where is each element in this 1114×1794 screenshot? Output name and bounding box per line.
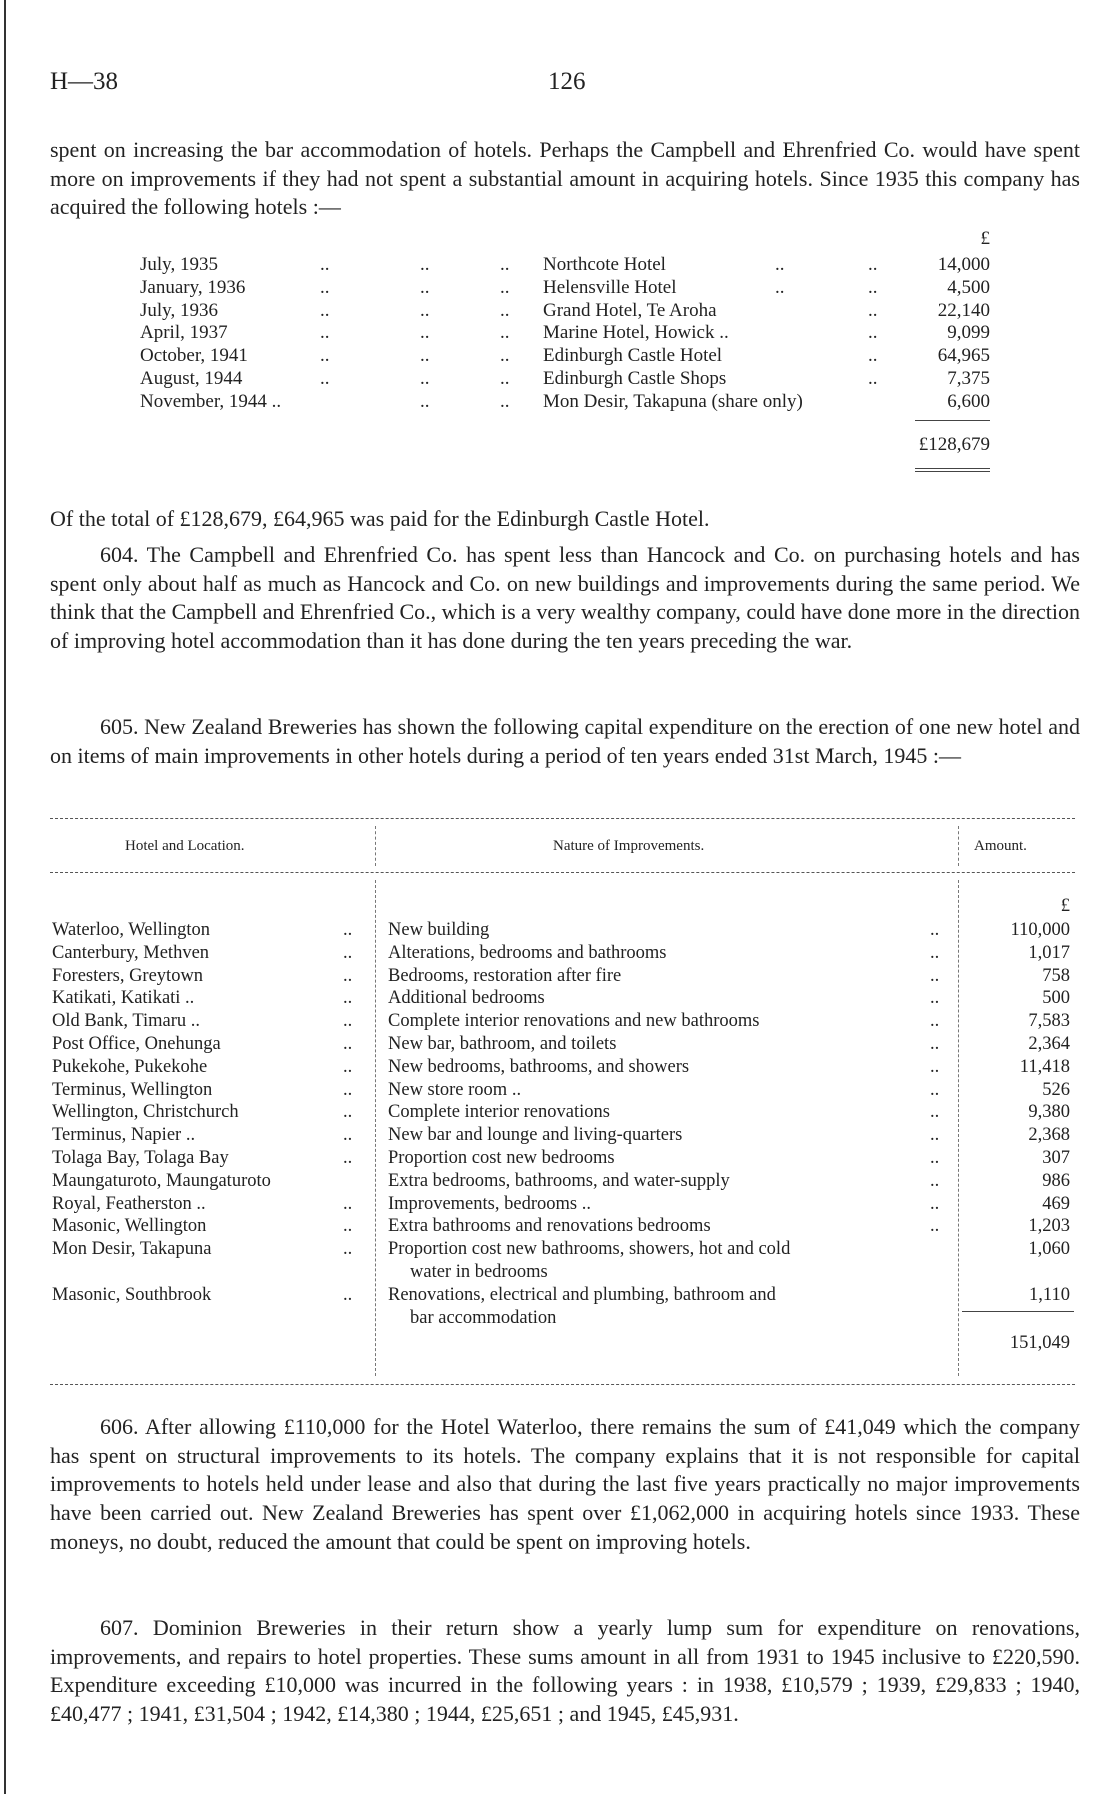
leader-dots: ..: [930, 965, 940, 986]
double-rule: [915, 468, 990, 469]
table-cell-nature: Complete interior renovations: [388, 1102, 610, 1123]
acquisition-hotel: Helensville Hotel: [543, 276, 677, 298]
acquisition-amount: 6,600: [947, 390, 990, 412]
leader-dots: ..: [930, 1216, 940, 1237]
table-cell-hotel: Foresters, Greytown: [52, 965, 204, 986]
total-rule: [915, 420, 990, 421]
acquisition-date: July, 1936: [140, 299, 218, 321]
acquisition-date: April, 1937: [140, 322, 228, 344]
leader-dots: ..: [868, 299, 878, 321]
table-cell-amount: 110,000: [1010, 920, 1070, 940]
paragraph-606: [50, 1413, 1080, 1557]
table-cell-nature: Bedrooms, restoration after fire: [388, 965, 622, 986]
currency-label: £: [1060, 896, 1070, 916]
acquisition-row: [0, 391, 1114, 414]
improvements-total: 151,049: [1009, 1333, 1070, 1353]
table-cell-hotel: Pukekohe, Pukekohe: [52, 1056, 208, 1077]
column-header-amount: Amount.: [974, 838, 1027, 854]
table-cell-amount: 986: [1042, 1170, 1070, 1191]
double-rule: [915, 471, 990, 472]
intro-paragraph: [50, 136, 1080, 222]
acquisition-amount: 4,500: [947, 276, 990, 298]
table-cell-hotel: Tolaga Bay, Tolaga Bay: [52, 1148, 229, 1168]
table-cell-hotel: Wellington, Christchurch: [52, 1102, 239, 1123]
leader-dots: ..: [343, 1011, 353, 1032]
table-header-rule: [50, 872, 1075, 873]
paragraph-605: [50, 713, 1080, 770]
leader-dots: ..: [343, 1079, 353, 1100]
leader-dots: ..: [320, 254, 330, 275]
leader-dots: ..: [930, 1193, 940, 1214]
table-cell-hotel: Katikati, Katikati ..: [52, 988, 195, 1009]
paragraph-607: [50, 1614, 1080, 1729]
leader-dots: ..: [420, 254, 430, 275]
acquisition-hotel: Edinburgh Castle Hotel: [543, 345, 723, 367]
acquisition-date: October, 1941: [140, 345, 248, 367]
column-divider: [375, 826, 377, 866]
leader-dots: ..: [500, 276, 510, 298]
table-cell-amount: 500: [1042, 988, 1070, 1009]
column-header-hotel: Hotel and Location.: [125, 838, 245, 854]
leader-dots: ..: [500, 254, 510, 275]
table-cell-nature-continued: bar accommodation: [410, 1307, 557, 1328]
leader-dots: ..: [930, 1148, 940, 1168]
table-cell-nature: Alterations, bedrooms and bathrooms: [388, 942, 667, 963]
table-cell-hotel: Waterloo, Wellington: [52, 920, 211, 940]
table-cell-hotel: Masonic, Southbrook: [52, 1284, 212, 1305]
acquisition-row: [0, 277, 1114, 300]
leader-dots: ..: [930, 1056, 940, 1077]
leader-dots: ..: [930, 1125, 940, 1146]
leader-dots: ..: [343, 1284, 353, 1305]
acquisition-row: [0, 368, 1114, 391]
leader-dots: ..: [930, 1170, 940, 1191]
document-reference: H—38: [50, 68, 119, 95]
leader-dots: ..: [930, 920, 940, 940]
acquisition-row: [0, 300, 1114, 323]
leader-dots: ..: [500, 299, 510, 321]
table-cell-nature: New store room ..: [388, 1079, 522, 1100]
table-cell-amount: 307: [1042, 1148, 1070, 1168]
table-cell-nature: New building: [388, 920, 490, 940]
acquisitions-total: £128,679: [918, 434, 990, 455]
acquisition-hotel: Edinburgh Castle Shops: [543, 368, 727, 389]
leader-dots: ..: [343, 965, 353, 986]
acquisition-date: July, 1935: [140, 254, 218, 275]
leader-dots: ..: [775, 276, 785, 298]
leader-dots: ..: [500, 345, 510, 367]
table-cell-nature: New bedrooms, bathrooms, and showers: [388, 1056, 690, 1077]
table-cell-nature: New bar and lounge and living-quarters: [388, 1125, 683, 1146]
column-divider: [958, 880, 960, 1376]
leader-dots: ..: [320, 345, 330, 367]
leader-dots: ..: [343, 1193, 353, 1214]
column-divider: [375, 880, 377, 1376]
leader-dots: ..: [343, 1034, 353, 1054]
table-top-rule: [50, 818, 1075, 819]
acquisition-hotel: Marine Hotel, Howick ..: [543, 322, 729, 344]
table-cell-hotel: Terminus, Napier ..: [52, 1125, 196, 1146]
table-cell-amount: 2,368: [1028, 1125, 1070, 1146]
leader-dots: ..: [930, 1011, 940, 1032]
leader-dots: ..: [930, 942, 940, 963]
leader-dots: ..: [420, 276, 430, 298]
leader-dots: ..: [930, 988, 940, 1009]
acquisition-row: [0, 322, 1114, 345]
paragraph-text: 604. The Campbell and Ehrenfried Co. has spent less than Hancock and Co. on purchasing hotels and has spent only about half as much as Hancock and Co. on new buildings and improvements during the same period. We think that the Campbell and Ehrenfried Co., which is a very wealthy company, could have done more in the direction of improving hotel accommodation than it has done during the ten years preceding the war.: [50, 542, 1080, 654]
table-cell-hotel: Post Office, Onehunga: [52, 1034, 221, 1054]
table-cell-amount: 9,380: [1028, 1102, 1070, 1123]
leader-dots: ..: [420, 299, 430, 321]
acquisition-amount: 7,375: [947, 368, 990, 389]
leader-dots: ..: [775, 254, 785, 275]
table-cell-hotel: Masonic, Wellington: [52, 1216, 207, 1237]
acquisition-row: [0, 345, 1114, 368]
table-cell-amount: 1,203: [1028, 1216, 1070, 1237]
leader-dots: ..: [320, 322, 330, 344]
acquisition-hotel: Grand Hotel, Te Aroha: [543, 299, 717, 321]
leader-dots: ..: [930, 1079, 940, 1100]
table-cell-hotel: Canterbury, Methven: [52, 942, 210, 963]
paragraph-text: Of the total of £128,679, £64,965 was paid for the Edinburgh Castle Hotel.: [50, 506, 710, 531]
leader-dots: ..: [868, 368, 878, 389]
leader-dots: ..: [420, 345, 430, 367]
acquisition-hotel: Mon Desir, Takapuna (share only): [543, 390, 803, 412]
leader-dots: ..: [500, 322, 510, 344]
leader-dots: ..: [500, 390, 510, 412]
leader-dots: ..: [320, 299, 330, 321]
leader-dots: ..: [320, 368, 330, 389]
leader-dots: ..: [320, 276, 330, 298]
leader-dots: ..: [420, 390, 430, 412]
leader-dots: ..: [343, 920, 353, 940]
table-cell-hotel: Maungaturoto, Maungaturoto: [52, 1170, 271, 1191]
table-cell-hotel: Old Bank, Timaru ..: [52, 1011, 201, 1032]
table-cell-amount: 1,060: [1028, 1239, 1070, 1260]
currency-label: £: [980, 228, 990, 249]
table-cell-hotel: Mon Desir, Takapuna: [52, 1239, 212, 1260]
acquisition-amount: 22,140: [937, 299, 990, 321]
leader-dots: ..: [343, 1056, 353, 1077]
table-cell-amount: 526: [1042, 1079, 1070, 1100]
page-number: 126: [548, 68, 586, 95]
leader-dots: ..: [868, 276, 878, 298]
table-cell-amount: 469: [1042, 1193, 1070, 1214]
table-cell-nature-continued: water in bedrooms: [410, 1262, 548, 1282]
table-cell-hotel: Royal, Featherston ..: [52, 1193, 206, 1214]
acquisition-amount: 14,000: [937, 254, 990, 275]
table-cell-nature: Complete interior renovations and new bathrooms: [388, 1011, 760, 1032]
acquisition-amount: 64,965: [937, 345, 990, 367]
table-cell-amount: 2,364: [1028, 1034, 1070, 1054]
table-cell-amount: 1,017: [1028, 942, 1070, 963]
paragraph-text: spent on increasing the bar accommodation of hotels. Perhaps the Campbell and Ehrenfried Co. would have spent more on improvements if they had not spent a substantial amount in acquiring hotels. Since 1935 this company has acquired the following hotels :—: [50, 137, 1080, 220]
leader-dots: ..: [500, 368, 510, 389]
paragraph-text: 605. New Zealand Breweries has shown the following capital expenditure on the erection of one new hotel and on items of main improvements in other hotels during a period of ten years ended 31st March, 1945 :—: [50, 714, 1080, 768]
leader-dots: ..: [343, 988, 353, 1009]
table-cell-nature: Extra bedrooms, bathrooms, and water-supply: [388, 1170, 730, 1191]
table-cell-amount: 1,110: [1029, 1284, 1070, 1305]
acquisition-date: August, 1944: [140, 368, 243, 389]
acquisition-date: January, 1936: [140, 276, 246, 298]
paragraph-text: 607. Dominion Breweries in their return show a yearly lump sum for expenditure on renovations, improvements, and repairs to hotel properties. These sums amount in all from 1931 to 1945 inclusive to £220,590. Expenditure exceeding £10,000 was incurred in the following years : in 1938, £10,579 ; 1939, £29,833 ; 1940, £40,477 ; 1941, £31,504 ; 1942, £14,380 ; 1944, £25,651 ; and 1945, £45,931.: [50, 1615, 1080, 1727]
table-cell-amount: 758: [1042, 965, 1070, 986]
acquisition-hotel: Northcote Hotel: [543, 254, 666, 275]
leader-dots: ..: [343, 1125, 353, 1146]
leader-dots: ..: [868, 322, 878, 344]
table-cell-nature: Additional bedrooms: [388, 988, 545, 1009]
leader-dots: ..: [343, 1148, 353, 1168]
table-cell-nature: Extra bathrooms and renovations bedrooms: [388, 1216, 711, 1237]
table-cell-nature: Proportion cost new bedrooms: [388, 1148, 615, 1168]
table-cell-amount: 7,583: [1028, 1011, 1070, 1032]
table-cell-nature: New bar, bathroom, and toilets: [388, 1034, 617, 1054]
table-cell-nature: Improvements, bedrooms ..: [388, 1193, 591, 1214]
table-cell-hotel: Terminus, Wellington: [52, 1079, 213, 1100]
leader-dots: ..: [930, 1102, 940, 1123]
leader-dots: ..: [420, 322, 430, 344]
leader-dots: ..: [868, 254, 878, 275]
leader-dots: ..: [343, 1102, 353, 1123]
paragraph-604: [50, 541, 1080, 656]
paragraph-text: 606. After allowing £110,000 for the Hotel Waterloo, there remains the sum of £41,049 which the company has spent on structural improvements to its hotels. The company explains that it is not responsible for capital improvements to hotels held under lease and also that during the last five years practically no major improvements have been carried out. New Zealand Breweries has spent over £1,062,000 in acquiring hotels since 1933. These moneys, no doubt, reduced the amount that could be spent on improving hotels.: [50, 1414, 1080, 1554]
leader-dots: ..: [343, 942, 353, 963]
table-bottom-rule: [50, 1384, 1075, 1385]
leader-dots: ..: [343, 1216, 353, 1237]
column-divider: [958, 826, 960, 866]
table-cell-nature: Proportion cost new bathrooms, showers, hot and cold: [388, 1239, 791, 1260]
acquisition-date: November, 1944 ..: [140, 390, 282, 412]
acquisition-row: [0, 254, 1114, 277]
leader-dots: ..: [420, 368, 430, 389]
leader-dots: ..: [930, 1034, 940, 1054]
column-header-nature: Nature of Improvements.: [553, 838, 705, 854]
acquisition-amount: 9,099: [947, 322, 990, 344]
leader-dots: ..: [343, 1239, 353, 1260]
total-paragraph: [50, 505, 1080, 534]
table-cell-nature: Renovations, electrical and plumbing, bathroom and: [388, 1284, 776, 1305]
table-cell-amount: 11,418: [1019, 1056, 1070, 1077]
leader-dots: ..: [868, 345, 878, 367]
total-rule: [962, 1311, 1074, 1312]
